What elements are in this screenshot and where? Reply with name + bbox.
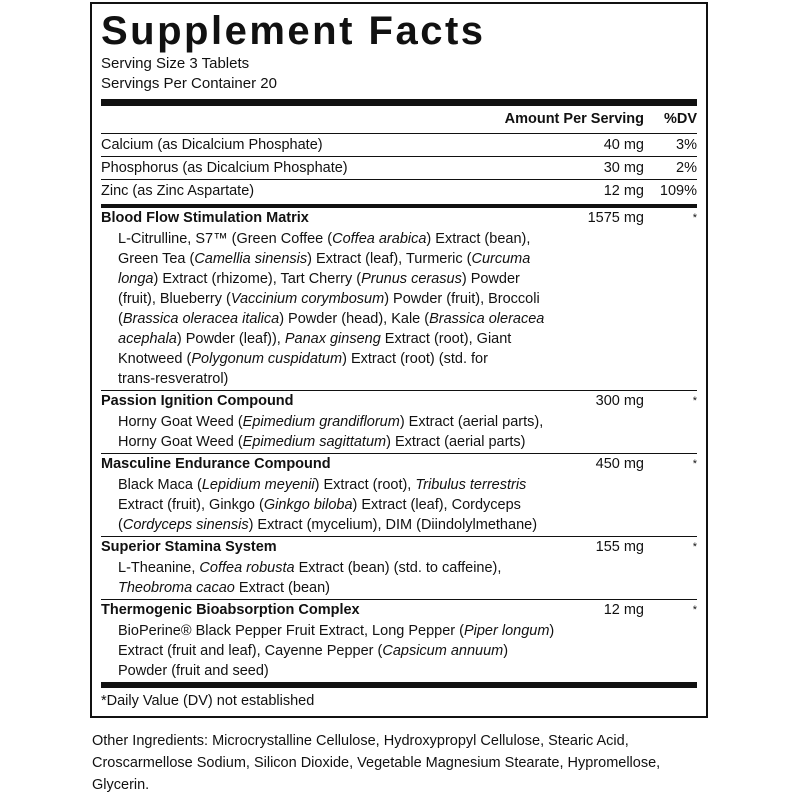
ingredient-line: Knotweed (Polygonum cuspidatum) Extract (root) (std. for	[118, 351, 488, 367]
nutrient-name: Zinc (as Zinc Aspartate)	[101, 183, 255, 199]
mineral-row	[101, 180, 697, 202]
ingredient-line: longa) Extract (rhizome), Tart Cherry (Prunus cerasus) Powder	[118, 271, 520, 287]
blend-dv: *	[692, 604, 697, 616]
blend-name: Thermogenic Bioabsorption Complex	[101, 602, 360, 618]
nutrient-dv: 109%	[659, 183, 697, 199]
ingredient-line: Green Tea (Camellia sinensis) Extract (leaf), Turmeric (Curcuma	[118, 251, 531, 267]
ingredient-line: Black Maca (Lepidium meyenii) Extract (root), Tribulus terrestris	[118, 477, 527, 493]
blend-ingredients	[101, 621, 567, 682]
blend-name: Superior Stamina System	[101, 539, 277, 555]
ingredient-line: Extract (fruit), Ginkgo (Ginkgo biloba) Extract (leaf), Cordyceps	[118, 497, 521, 513]
panel-title: Supplement Facts	[101, 9, 486, 53]
blend-row	[101, 454, 697, 475]
blend-row	[101, 208, 697, 229]
ingredient-line: (Brassica oleracea italica) Powder (head), Kale (Brassica oleracea	[118, 311, 545, 327]
blend-ingredients	[101, 412, 567, 453]
blend-name: Blood Flow Stimulation Matrix	[101, 210, 309, 226]
nutrient-dv: 3%	[676, 137, 697, 153]
serving-size: Serving Size 3 Tablets	[101, 55, 250, 72]
blend-name: Masculine Endurance Compound	[101, 456, 331, 472]
amount-header: Amount Per Serving	[504, 111, 644, 127]
ingredient-line: BioPerine® Black Pepper Fruit Extract, Long Pepper (Piper longum)	[118, 623, 555, 639]
ingredient-line: acephala) Powder (leaf)), Panax ginseng Extract (root), Giant	[118, 331, 512, 347]
ingredient-line: L-Citrulline, S7™ (Green Coffee (Coffea arabica) Extract (bean),	[118, 231, 531, 247]
nutrient-amount: 40 mg	[603, 137, 644, 153]
blend-row	[101, 600, 697, 621]
blend-ingredients	[101, 229, 567, 390]
ingredient-line: Theobroma cacao Extract (bean)	[118, 580, 330, 596]
blend-ingredients	[101, 475, 567, 536]
ingredient-line: (Cordyceps sinensis) Extract (mycelium), DIM (Diindolylmethane)	[118, 517, 538, 533]
blend-amount: 12 mg	[603, 602, 644, 618]
servings-per-container: Servings Per Container 20	[101, 75, 277, 92]
blends-list	[101, 208, 697, 682]
ingredient-line: (fruit), Blueberry (Vaccinium corymbosum) Powder (fruit), Broccoli	[118, 291, 540, 307]
nutrient-name: Phosphorus (as Dicalcium Phosphate)	[101, 160, 348, 176]
other-ingredients: Other Ingredients: Microcrystalline Cellulose, Hydroxypropyl Cellulose, Stearic Acid, Croscarmellose Sodium, Silicon Dioxide, Vegetable Magnesium Stearate, Hypromellose, Glycerin.	[92, 733, 661, 793]
ingredient-line: L-Theanine, Coffea robusta Extract (bean) (std. to caffeine),	[118, 560, 502, 576]
supplement-facts-panel	[90, 2, 708, 718]
blend-amount: 300 mg	[595, 393, 644, 409]
footnote: *Daily Value (DV) not established	[101, 693, 315, 709]
thick-divider	[101, 99, 697, 106]
minerals-list	[101, 134, 697, 202]
ingredient-line: Powder (fruit and seed)	[118, 663, 269, 679]
nutrient-amount: 12 mg	[603, 183, 644, 199]
blend-name: Passion Ignition Compound	[101, 393, 294, 409]
blend-row	[101, 391, 697, 412]
blend-dv: *	[692, 458, 697, 470]
ingredient-line: Horny Goat Weed (Epimedium sagittatum) Extract (aerial parts)	[118, 434, 526, 450]
blend-dv: *	[692, 395, 697, 407]
nutrient-amount: 30 mg	[603, 160, 644, 176]
blend-dv: *	[692, 212, 697, 224]
ingredient-line: Extract (fruit and leaf), Cayenne Pepper (Capsicum annuum)	[118, 643, 509, 659]
mineral-row	[101, 134, 697, 156]
column-header	[101, 106, 697, 133]
blend-amount: 450 mg	[595, 456, 644, 472]
blend-ingredients	[101, 558, 567, 599]
blend-dv: *	[692, 541, 697, 553]
nutrient-dv: 2%	[676, 160, 697, 176]
blend-row	[101, 537, 697, 558]
ingredient-line: Horny Goat Weed (Epimedium grandiflorum) Extract (aerial parts),	[118, 414, 544, 430]
nutrient-name: Calcium (as Dicalcium Phosphate)	[101, 137, 323, 153]
dv-header: %DV	[663, 111, 697, 127]
mineral-row	[101, 157, 697, 179]
blend-amount: 155 mg	[595, 539, 644, 555]
ingredient-line: trans-resveratrol)	[118, 371, 229, 387]
blend-amount: 1575 mg	[587, 210, 644, 226]
